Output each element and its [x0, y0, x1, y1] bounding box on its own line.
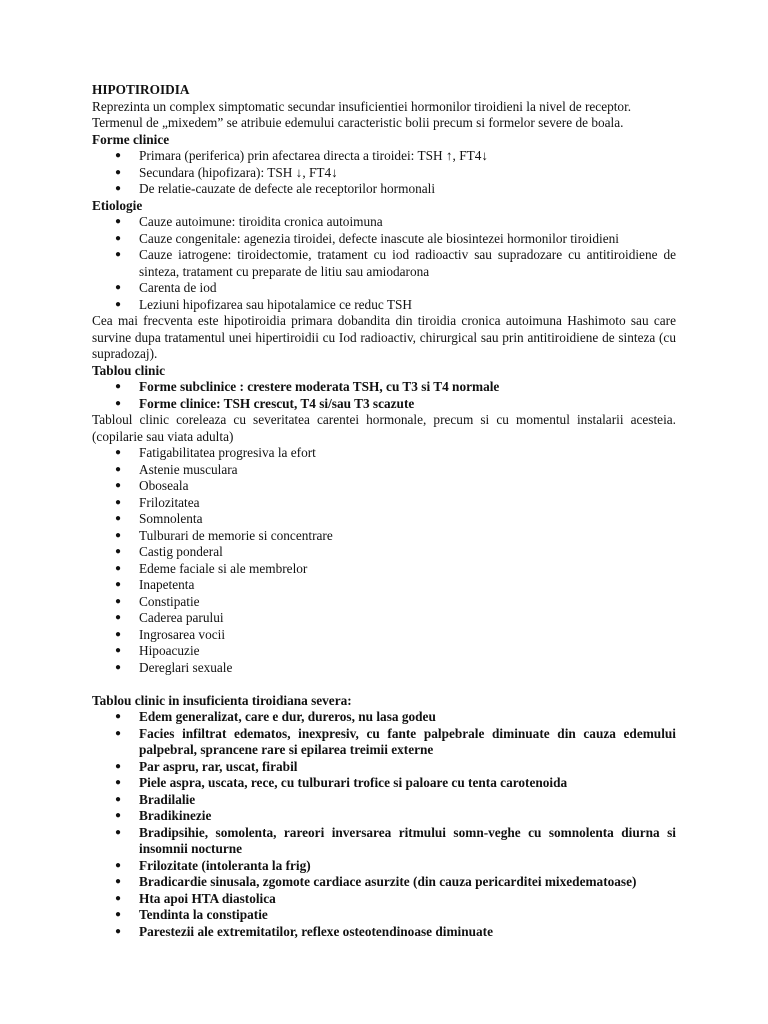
etiologie-list: [92, 214, 676, 313]
list-item: ● Secundara (hipofizara): TSH ↓, FT4↓: [92, 165, 676, 182]
list-item: ● Somnolenta: [92, 511, 676, 528]
tablou-paragraph: Tabloul clinic coreleaza cu severitatea carentei hormonale, precum si cu momentul instalarii acesteia. (copilarie sau viata adulta): [92, 412, 676, 444]
list-item: ● Bradilalie: [92, 792, 676, 809]
list-item: ● Tendinta la constipatie: [92, 907, 676, 924]
list-item: ● Caderea parului: [92, 610, 676, 627]
forme-clinice-heading: Forme clinice: [92, 131, 170, 147]
severa-heading: Tablou clinic in insuficienta tiroidiana severa:: [92, 692, 352, 708]
list-item: ● Leziuni hipofizarea sau hipotalamice ce reduc TSH: [92, 297, 676, 314]
list-item: ● Constipatie: [92, 594, 676, 611]
list-item: ● Forme subclinice : crestere moderata TSH, cu T3 si T4 normale: [92, 379, 676, 396]
etiologie-heading: Etiologie: [92, 197, 143, 213]
list-item: ● Carenta de iod: [92, 280, 676, 297]
list-item: ● Bradikinezie: [92, 808, 676, 825]
list-item: ● Oboseala: [92, 478, 676, 495]
list-item: ● Facies infiltrat edematos, inexpresiv, cu fante palpebrale diminuate din cauza edemului palpebral, sprancene rare si epilarea treimii externe: [92, 726, 676, 759]
list-item: ● Forme clinice: TSH crescut, T4 si/sau T3 scazute: [92, 396, 676, 413]
list-item: ● Tulburari de memorie si concentrare: [92, 528, 676, 545]
intro-line-1: Reprezinta un complex simptomatic secundar insuficientiei hormonilor tiroidieni la nivel de receptor.: [92, 98, 632, 114]
list-item: ● Inapetenta: [92, 577, 676, 594]
list-item: ● Hipoacuzie: [92, 643, 676, 660]
list-item: ● Bradipsihie, somolenta, rareori inversarea ritmului somn-veghe cu somnolenta diurna si insomnii nocturne: [92, 825, 676, 858]
list-item: ● Frilozitate (intoleranta la frig): [92, 858, 676, 875]
list-item: ● Cauze autoimune: tiroidita cronica autoimuna: [92, 214, 676, 231]
forme-clinice-list: [92, 148, 676, 198]
list-item: ● Bradicardie sinusala, zgomote cardiace asurzite (din cauza pericarditei mixedematoase): [92, 874, 676, 891]
list-item: ● Ingrosarea vocii: [92, 627, 676, 644]
list-item: ● Castig ponderal: [92, 544, 676, 561]
list-item: ● Parestezii ale extremitatilor, reflexe osteotendinoase diminuate: [92, 924, 676, 941]
list-item: ● Hta apoi HTA diastolica: [92, 891, 676, 908]
list-item: ● Cauze iatrogene: tiroidectomie, tratament cu iod radioactiv sau supradozare cu antitiroidiene de sinteza, tratament cu preparate de litiu sau amiodarona: [92, 247, 676, 280]
list-item: ● Cauze congenitale: agenezia tiroidei, defecte inascute ale biosintezei hormonilor tiroidieni: [92, 231, 676, 248]
tablou-clinic-heading: Tablou clinic: [92, 362, 166, 378]
list-item: ● Edeme faciale si ale membrelor: [92, 561, 676, 578]
symptoms-list: [92, 445, 676, 676]
list-item: ● Fatigabilitatea progresiva la efort: [92, 445, 676, 462]
list-item: ● Dereglari sexuale: [92, 660, 676, 677]
severa-list: [92, 709, 676, 940]
list-item: ● Piele aspra, uscata, rece, cu tulburari trofice si paloare cu tenta carotenoida: [92, 775, 676, 792]
tablou-forms-list: [92, 379, 676, 412]
intro-line-2: Termenul de „mixedem” se atribuie edemului caracteristic bolii precum si formelor severe de boala.: [92, 115, 624, 130]
spacer: [92, 676, 676, 693]
etiologie-paragraph: Cea mai frecventa este hipotiroidia primara dobandita din tiroidia cronica autoimuna Hashimoto sau care survine dupa tratamentul unei hipertiroidii cu Iod radioactiv, chirurgical sau prin antitiroidiene de sinteza (cu supradozaj).: [92, 313, 676, 361]
list-item: ● Primara (periferica) prin afectarea directa a tiroidei: TSH ↑, FT4↓: [92, 148, 676, 165]
list-item: ● Par aspru, rar, uscat, firabil: [92, 759, 676, 776]
list-item: ● De relatie-cauzate de defecte ale receptorilor hormonali: [92, 181, 676, 198]
list-item: ● Astenie musculara: [92, 462, 676, 479]
list-item: ● Edem generalizat, care e dur, dureros, nu lasa godeu: [92, 709, 676, 726]
list-item: ● Frilozitatea: [92, 495, 676, 512]
document-title: HIPOTIROIDIA: [92, 82, 190, 97]
